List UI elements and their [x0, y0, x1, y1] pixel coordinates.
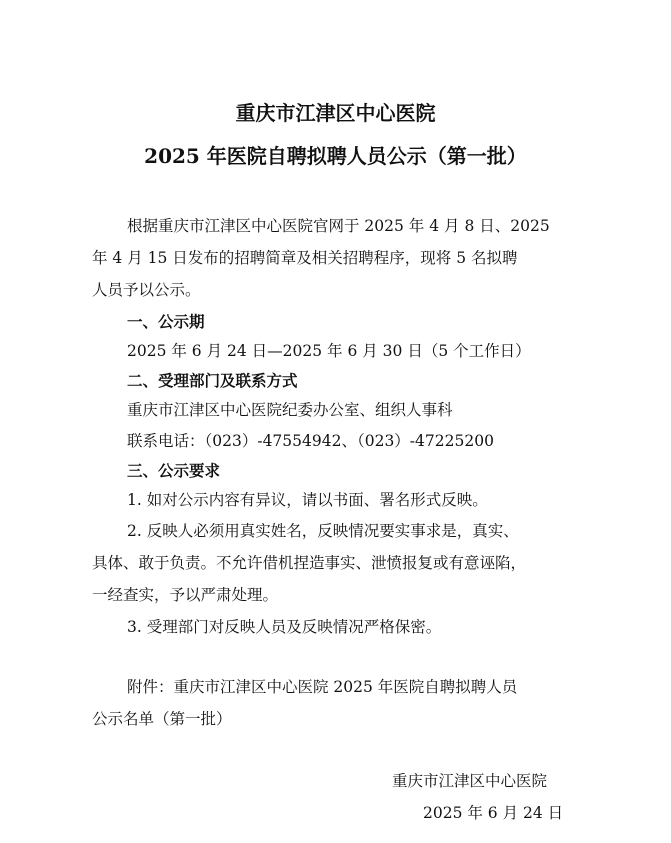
section3-item2-line2: 具体、敢于负责。不允许借机捏造事实、泄愤报复或有意诬陷， — [92, 554, 527, 572]
section1-body: 2025 年 6 月 24 日—2025 年 6 月 30 日（5 个工作日） — [127, 342, 531, 360]
section1-heading: 一、公示期 — [127, 313, 205, 331]
attachment-line2: 公示名单（第一批） — [92, 710, 232, 728]
section3-item2-line1: 2. 反映人必须用真实姓名，反映情况要实事求是，真实、 — [127, 522, 519, 540]
signature-date: 2025 年 6 月 24 日 — [423, 804, 564, 822]
document-title-line1: 重庆市江津区中心医院 — [235, 101, 436, 125]
section2-dept: 重庆市江津区中心医院纪委办公室、组织人事科 — [127, 401, 453, 419]
section3-item2-line3: 一经查实，予以严肃处理。 — [92, 586, 279, 604]
document-title-line2: 2025 年医院自聘拟聘人员公示（第一批） — [144, 144, 527, 168]
attachment-line1: 附件：重庆市江津区中心医院 2025 年医院自聘拟聘人员 — [127, 678, 518, 696]
section3-item1: 1. 如对公示内容有异议，请以书面、署名形式反映。 — [127, 491, 488, 509]
section3-heading: 三、公示要求 — [127, 462, 221, 480]
intro-line3: 人员予以公示。 — [92, 281, 201, 299]
section3-item3: 3. 受理部门对反映人员及反映情况严格保密。 — [127, 618, 442, 636]
section2-phone: 联系电话：（023）-47554942、（023）-47225200 — [127, 432, 494, 450]
signature-org: 重庆市江津区中心医院 — [392, 772, 548, 790]
intro-line1: 根据重庆市江津区中心医院官网于 2025 年 4 月 8 日、2025 — [127, 217, 550, 235]
intro-line2: 年 4 月 15 日发布的招聘简章及相关招聘程序，现将 5 名拟聘 — [92, 249, 518, 267]
section2-heading: 二、受理部门及联系方式 — [127, 372, 298, 390]
